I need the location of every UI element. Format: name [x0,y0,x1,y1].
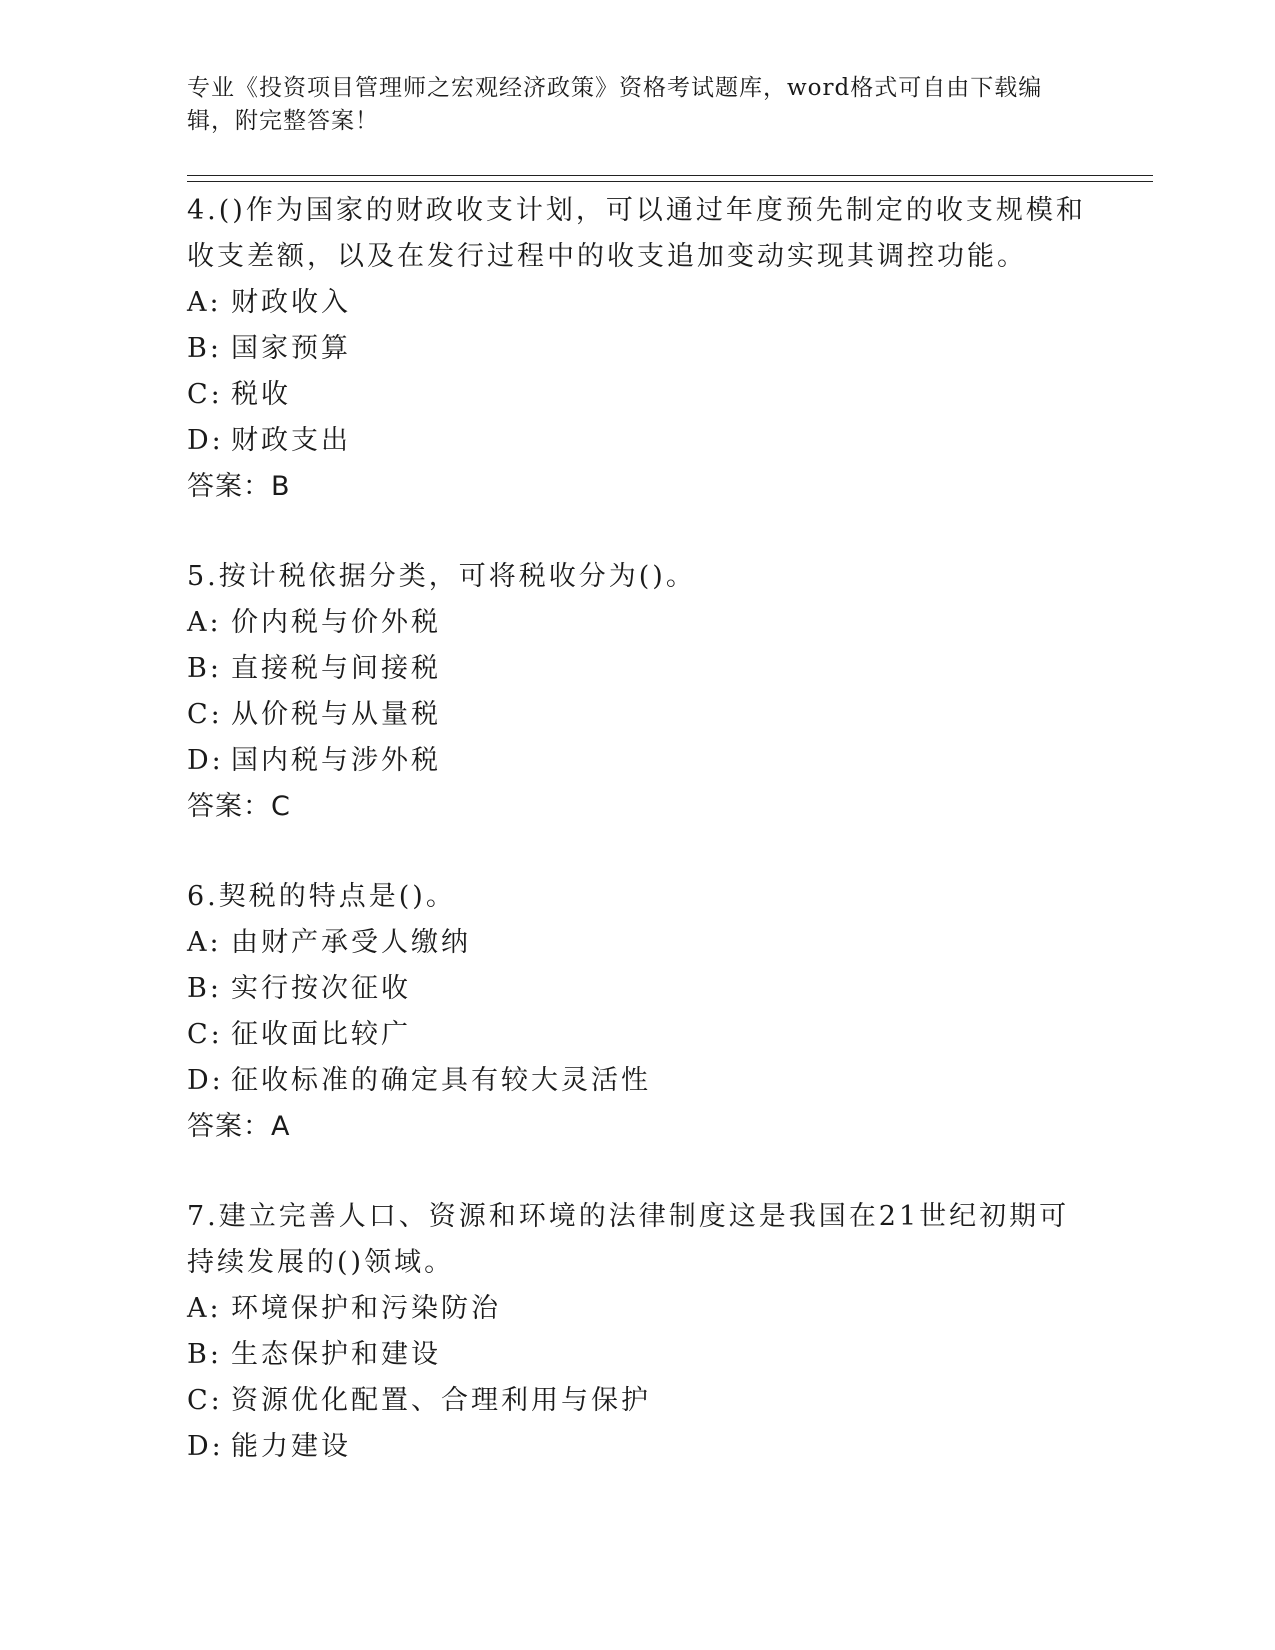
option-letter: A: [187,287,222,318]
option-a [187,1286,1087,1332]
option-b [187,966,1087,1012]
option-text: 国内税与涉外税 [231,745,441,776]
question-stem: 6.契税的特点是()。 [187,881,456,912]
option-letter: A: [187,927,222,958]
option-letter: A: [187,607,222,638]
option-a [187,600,1087,646]
option-d [187,738,1087,784]
question-stem: 5.按计税依据分类，可将税收分为()。 [187,561,696,592]
option-text: 能力建设 [231,1431,351,1462]
option-text: 直接税与间接税 [231,653,441,684]
option-b [187,646,1087,692]
option-letter: B: [187,333,222,364]
answer-line: 答案：B [187,471,291,502]
header-divider-bottom [187,181,1153,182]
option-letter: B: [187,973,222,1004]
option-text: 资源优化配置、合理利用与保护 [231,1385,651,1416]
option-text: 实行按次征收 [231,973,411,1004]
option-letter: D: [187,425,224,456]
option-letter: C: [187,379,223,410]
option-text: 财政收入 [231,287,351,318]
option-text: 环境保护和污染防治 [231,1293,501,1324]
option-letter: C: [187,1385,223,1416]
question-4 [187,188,1087,510]
option-letter: B: [187,1339,222,1370]
option-text: 国家预算 [231,333,351,364]
option-a [187,920,1087,966]
answer-line: 答案：C [187,791,291,822]
header-divider-top [187,175,1153,176]
option-text: 征收标准的确定具有较大灵活性 [231,1065,651,1096]
option-letter: C: [187,1019,223,1050]
option-text: 税收 [231,379,291,410]
option-letter: B: [187,653,222,684]
question-gap [187,830,1087,874]
option-c [187,372,1087,418]
option-c [187,1012,1087,1058]
option-text: 从价税与从量税 [231,699,441,730]
option-text: 价内税与价外税 [231,607,441,638]
option-text: 由财产承受人缴纳 [231,927,471,958]
option-c [187,692,1087,738]
question-gap [187,510,1087,554]
option-letter: C: [187,699,223,730]
option-d [187,1424,1087,1470]
option-d [187,1058,1087,1104]
question-6 [187,874,1087,1150]
option-letter: A: [187,1293,222,1324]
option-d [187,418,1087,464]
answer-line: 答案：A [187,1111,291,1142]
document-header: 专业《投资项目管理师之宏观经济政策》资格考试题库，word格式可自由下载编辑，附完整答案！ [187,75,1043,134]
option-text: 生态保护和建设 [231,1339,441,1370]
option-b [187,1332,1087,1378]
option-text: 财政支出 [231,425,351,456]
option-a [187,280,1087,326]
option-text: 征收面比较广 [231,1019,411,1050]
question-list [187,188,1087,1470]
option-letter: D: [187,1065,224,1096]
question-gap [187,1150,1087,1194]
option-c [187,1378,1087,1424]
question-7 [187,1194,1087,1470]
option-letter: D: [187,745,224,776]
option-b [187,326,1087,372]
option-letter: D: [187,1431,224,1462]
question-5 [187,554,1087,830]
question-stem: 7.建立完善人口、资源和环境的法律制度这是我国在21世纪初期可持续发展的()领域。 [187,1201,1070,1278]
question-stem: 4.()作为国家的财政收支计划，可以通过年度预先制定的收支规模和收支差额，以及在发行过程中的收支追加变动实现其调控功能。 [187,195,1086,272]
